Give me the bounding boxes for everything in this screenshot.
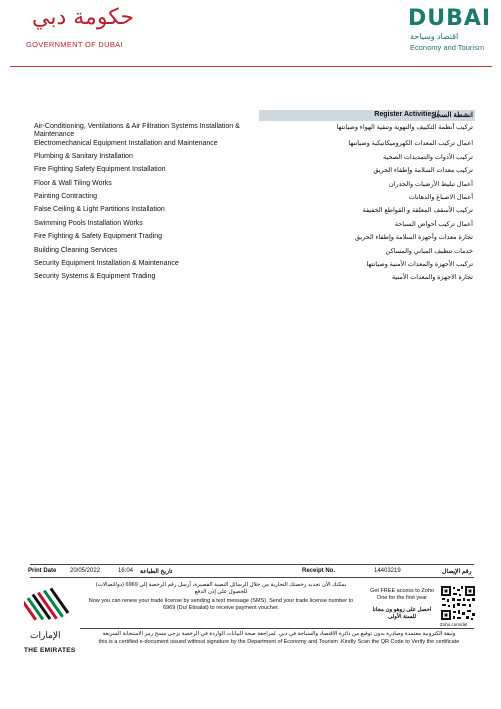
activity-en-4: Fire Fighting Safety Equipment Installation: [34, 166, 166, 173]
activity-en-6: Painting Contracting: [34, 193, 98, 200]
activities-header-english: Register Activities /: [374, 111, 439, 118]
activity-ar-3: تركيب الأدوات والتمديدات الصحية: [383, 154, 473, 161]
activity-en-10: Building Cleaning Services: [34, 247, 118, 254]
activity-ar-9: تجارة معدات وأجهزة السلامة وإطفاء الحريق: [354, 234, 473, 241]
activity-ar-6: أعمال الاصباغ والدهانات: [408, 194, 473, 201]
activity-ar-2: اعمال تركيب المعدات الكهروميكانيكية وصيانتها: [348, 140, 473, 147]
government-logo-arabic: حكومة دبي: [32, 5, 134, 30]
footer-divider-top: [30, 564, 474, 565]
print-date-label: Print Date: [28, 568, 57, 574]
activity-en-2: Electromechanical Equipment Installation and Maintenance: [34, 140, 218, 147]
zoho-offer-english: Get FREE access to Zoho One for the first year: [370, 588, 434, 601]
receipt-number: 14403219: [374, 568, 401, 574]
zoho-offer-arabic: احصل على زوهو ون مجانا للسنة الأولى: [372, 607, 432, 620]
header-divider: [10, 66, 492, 67]
footer-divider-3: [80, 628, 474, 629]
activity-en-9: Fire Fighting & Safety Equipment Trading: [34, 233, 163, 240]
activity-ar-8: أعمال تركيب أحواض السباحة: [394, 221, 473, 228]
sms-renewal-english: Now you can renew your trade license by sending a text message (SMS). Send your trade license number to 6969 (Du/ Etisalat) to receive payment voucher.: [88, 598, 354, 611]
dubai-logo: DUBAI: [408, 6, 492, 31]
activity-ar-11: تركيب الأجهزة والمعدات الأمنية وصيانتها: [366, 261, 473, 268]
activity-ar-4: تركيب معدات السلامة وإطفاء الحريق: [373, 167, 473, 174]
activity-en-8: Swimming Pools Installation Works: [34, 220, 143, 227]
sms-renewal-arabic: بمكنك الآن تجديد رخصتك التجارية من خلال الرسائل النصية القصيرة، أرسل رقم الرخصة إلى 6969 (دو/اتصالات) للحصول على إذن الدفع: [95, 582, 347, 595]
activity-en-1: Air-Conditioning, Ventilations & Air Filtration Systems Installation & Maintenance: [34, 123, 240, 138]
activity-ar-12: تجارة الاجهزة والمعدات الأمنية: [391, 274, 473, 281]
print-time-value: 16:04: [118, 568, 134, 574]
activities-header-arabic: انشطة السجل: [431, 112, 473, 119]
uae-logo-arabic: الإمارات: [30, 630, 61, 640]
print-date-value: 20/05/2022: [70, 568, 101, 574]
activity-en-3: Plumbing & Sanitary Installation: [34, 153, 133, 160]
uae-emblem-icon: [24, 584, 72, 628]
certificate-note-english: this is a certified e-document issued without signature by the Department of Economy and Tourism .Kindly Scan the QR Code to Verify the certificate: [98, 639, 460, 645]
activity-ar-5: أعمال تبليط الأرضيات والجدران: [388, 181, 473, 188]
activity-ar-7: تركيب الأسقف المعلقة و القواطع الخفيفة: [362, 207, 473, 214]
activity-ar-10: خدمات تنظيف المباني والمساكن: [385, 248, 473, 255]
zoho-link[interactable]: Zoho.com/det: [440, 622, 468, 627]
receipt-arabic: رقم الإيصال: [442, 569, 472, 575]
activity-en-11: Security Equipment Installation & Maintenance: [34, 260, 179, 267]
uae-logo-english: THE EMIRATES: [24, 647, 76, 654]
activity-en-5: Floor & Wall Tiling Works: [34, 180, 112, 187]
receipt-label: Receipt No.: [302, 568, 336, 574]
activity-en-7: False Ceiling & Light Partitions Installation: [34, 206, 165, 213]
activity-ar-1: تركيب أنظمة التكييف والتهوية وتنقية الهواء وصيانتها: [336, 124, 473, 131]
det-logo-english: Economy and Tourism: [410, 43, 485, 52]
footer-divider-2: [30, 577, 474, 578]
activity-en-12: Security Systems & Equipment Trading: [34, 273, 156, 280]
government-logo-english: GOVERNMENT OF DUBAI: [26, 40, 123, 49]
print-date-arabic: تاريخ الطباعة: [140, 569, 173, 575]
qr-code-icon[interactable]: [440, 585, 476, 621]
det-logo-arabic: اقتصاد وسياحة: [410, 32, 459, 41]
certificate-note-arabic: وثيقة الكترونية معتمدة وصادرة بدون توقيع من دائرة الاقتصاد والسياحة في دبي. لمراجعة صحة البيانات الواردة في الرخصة يرجى مسح رمز الاستجابة السريعة: [102, 631, 456, 637]
